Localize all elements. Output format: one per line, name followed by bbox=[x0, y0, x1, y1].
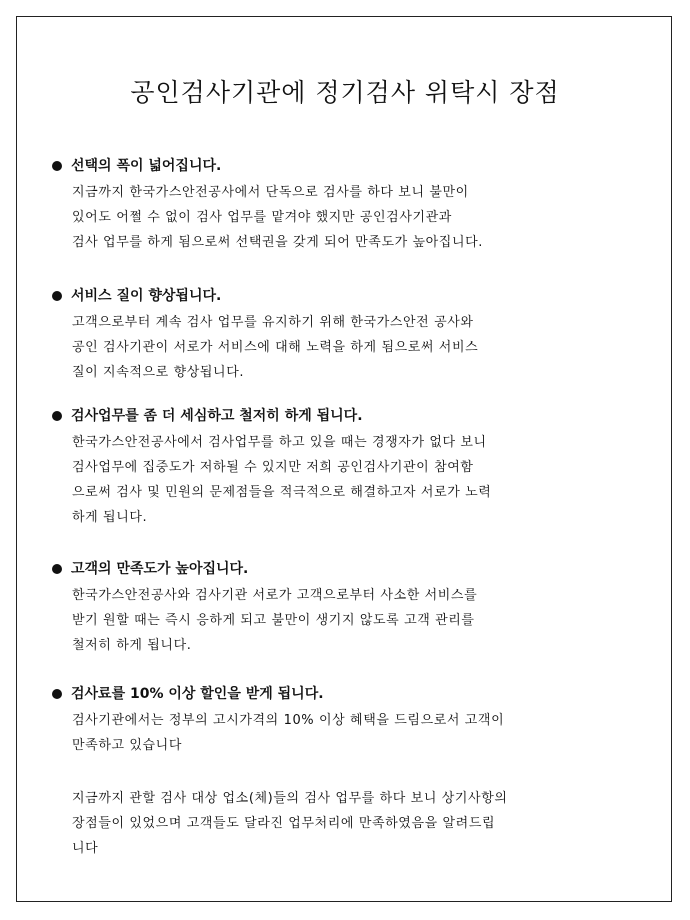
body-line: 질이 지속적으로 향상됩니다. bbox=[72, 365, 245, 380]
body-line: 만족하고 있습니다 bbox=[72, 738, 182, 753]
closing-line: 지금까지 관할 검사 대상 업소(체)들의 검사 업무를 하다 보니 상기사항의 bbox=[72, 791, 508, 806]
benefit-section-choice bbox=[52, 155, 642, 255]
section-heading bbox=[52, 558, 642, 580]
body-line: 검사업무에 집중도가 저하될 수 있지만 저희 공인검사기관이 참여함 bbox=[72, 460, 474, 475]
body-line: 검사기관에서는 정부의 고시가격의 10% 이상 혜택을 드림으로서 고객이 bbox=[72, 713, 505, 728]
section-body bbox=[72, 583, 642, 658]
section-heading bbox=[52, 155, 642, 177]
closing-line: 니다 bbox=[72, 841, 99, 856]
section-heading-text: 검사업무를 좀 더 세심하고 철저히 하게 됩니다. bbox=[71, 408, 363, 424]
bullet-icon bbox=[52, 411, 62, 421]
bullet-icon bbox=[52, 564, 62, 574]
closing-paragraph bbox=[72, 786, 642, 861]
body-line: 고객으로부터 계속 검사 업무를 유지하기 위해 한국가스안전 공사와 bbox=[72, 315, 474, 330]
closing-line: 장점들이 있었으며 고객들도 달라진 업무처리에 만족하였음을 알려드립 bbox=[72, 816, 496, 831]
section-heading-text: 고객의 만족도가 높아집니다. bbox=[71, 561, 249, 577]
body-line: 한국가스안전공사와 검사기관 서로가 고객으로부터 사소한 서비스를 bbox=[72, 588, 478, 603]
section-heading-text: 서비스 질이 향상됩니다. bbox=[71, 288, 222, 304]
section-body bbox=[72, 708, 642, 758]
body-line: 공인 검사기관이 서로가 서비스에 대해 노력을 하게 됨으로써 서비스 bbox=[72, 340, 479, 355]
section-body bbox=[72, 180, 642, 255]
bullet-icon bbox=[52, 161, 62, 171]
body-line: 지금까지 한국가스안전공사에서 단독으로 검사를 하다 보니 불만이 bbox=[72, 185, 469, 200]
benefit-section-discount bbox=[52, 683, 642, 758]
section-heading bbox=[52, 405, 642, 427]
body-line: 하게 됩니다. bbox=[72, 510, 148, 525]
bullet-icon bbox=[52, 689, 62, 699]
section-heading-text: 선택의 폭이 넓어집니다. bbox=[71, 158, 222, 174]
body-line: 받기 원할 때는 즉시 응하게 되고 불만이 생기지 않도록 고객 관리를 bbox=[72, 613, 475, 628]
body-line: 있어도 어쩔 수 없이 검사 업무를 맡겨야 했지만 공인검사기관과 bbox=[72, 210, 452, 225]
benefit-section-satisfaction bbox=[52, 558, 642, 658]
body-line: 철저히 하게 됩니다. bbox=[72, 638, 192, 653]
body-line: 으로써 검사 및 민원의 문제점들을 적극적으로 해결하고자 서로가 노력 bbox=[72, 485, 492, 500]
body-line: 검사 업무를 하게 됨으로써 선택권을 갖게 되어 만족도가 높아집니다. bbox=[72, 235, 484, 250]
section-heading bbox=[52, 683, 642, 705]
page-title: 공인검사기관에 정기검사 위탁시 장점 bbox=[130, 78, 560, 107]
section-body bbox=[72, 430, 642, 530]
section-heading bbox=[52, 285, 642, 307]
benefit-section-service bbox=[52, 285, 642, 385]
section-heading-text: 검사료를 10% 이상 할인을 받게 됩니다. bbox=[71, 686, 324, 702]
benefit-section-thoroughness bbox=[52, 405, 642, 530]
bullet-icon bbox=[52, 291, 62, 301]
body-line: 한국가스안전공사에서 검사업무를 하고 있을 때는 경쟁자가 없다 보니 bbox=[72, 435, 487, 450]
section-body bbox=[72, 310, 642, 385]
